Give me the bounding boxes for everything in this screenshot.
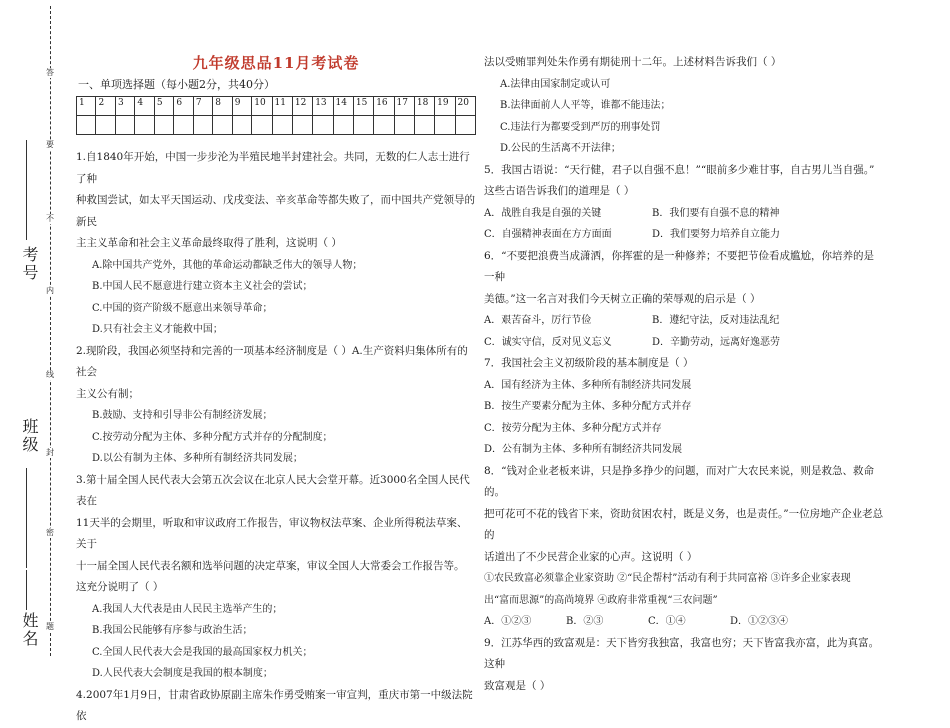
exam-number-line[interactable] (26, 140, 27, 240)
option-row (484, 310, 884, 332)
question-text: 这充分说明了（ ） (76, 581, 164, 593)
option: A．战胜自我是自强的关键 (484, 207, 602, 219)
answer-number-cell: 12 (292, 97, 312, 116)
option: D.公民的生活离不开法律； (500, 143, 621, 154)
question-text: 主主义革命和社会主义革命最终取得了胜利，这说明（ ） (76, 237, 342, 249)
question-text: 出“富而思源”的高尚境界 ④政府非常重视“三农问题” (484, 594, 718, 606)
answer-number-cell: 4 (135, 97, 154, 116)
section-heading: 一、单项选择题（每小题2分，共40分） (78, 78, 275, 91)
question-text: 6．“不要把浪费当成潇洒，你挥霍的是一种修养；不要把节俭看成尴尬，你培养的是一种 (484, 249, 875, 283)
question-text: 5．我国古语说：“天行健，君子以自强不息！”“眼前多少难甘事，自古男儿当自强。” (484, 163, 875, 176)
answer-blank-cell[interactable] (252, 116, 272, 135)
answer-blank-cell[interactable] (272, 116, 292, 135)
question-text: 主义公有制； (76, 387, 139, 400)
answer-number-cell: 16 (374, 97, 394, 116)
answer-number-cell: 3 (115, 97, 134, 116)
class-label: 班级 (20, 418, 39, 454)
binding-char: 要 (39, 140, 61, 150)
answer-blank-cell[interactable] (435, 116, 455, 135)
binding-char: 题 (39, 622, 61, 632)
question-text: 把可花可不花的钱省下来，资助贫困农村，既是义务，也是责任。”一位房地产企业老总的 (484, 507, 884, 541)
question-text: 11天半的会期里，听取和审议政府工作报告，审议物权法草案、企业所得税法草案、关于 (76, 516, 468, 550)
answer-number-cell: 2 (96, 97, 115, 116)
option-row (484, 332, 884, 354)
answer-number-cell: 1 (77, 97, 96, 116)
name-label: 姓名 (20, 612, 39, 648)
answer-blank-cell[interactable] (292, 116, 312, 135)
question-text: 7．我国社会主义初级阶段的基本制度是（ ） (484, 357, 694, 369)
answer-number-cell: 7 (193, 97, 212, 116)
answer-number-cell: 5 (154, 97, 173, 116)
question-text: 十一届全国人民代表名额和选举问题的决定草案，审议全国人大常委会工作报告等。 (76, 559, 465, 572)
binding-char: 不 (39, 214, 61, 224)
answer-number-cell: 15 (353, 97, 373, 116)
option: D．①②③④ (730, 616, 789, 627)
question-text: 种救国尝试，如太平天国运动、戊戌变法、辛亥革命等都失败了，而中国共产党领导的新民 (76, 194, 475, 228)
option: D.只有社会主义才能救中国； (92, 324, 223, 335)
answer-blank-cell[interactable] (313, 116, 333, 135)
option: A.我国人大代表是由人民民主选举产生的； (92, 603, 283, 615)
answer-number-cell: 10 (252, 97, 272, 116)
question-text: 话道出了不少民营企业家的心声。这说明（ ） (484, 550, 698, 563)
option: D．辛勤劳动，远离好逸恶劳 (652, 336, 781, 348)
answer-number-cell: 6 (174, 97, 193, 116)
option: A．国有经济为主体、多种所有制经济共同发展 (484, 379, 692, 391)
option: C．按劳分配为主体、多种分配方式并存 (484, 422, 662, 434)
option: A.除中国共产党外，其他的革命运动都缺乏伟大的领导人物； (92, 259, 363, 271)
option: C．诚实守信，反对见义忘义 (484, 336, 612, 348)
question-text: 3.第十届全国人民代表大会第五次会议在北京人民大会堂开幕。近3000名全国人民代表在 (76, 473, 470, 507)
option: B.鼓励、支持和引导非公有制经济发展； (92, 410, 273, 421)
option-row (484, 611, 884, 633)
option-row (484, 203, 884, 225)
option: C.按劳动分配为主体、多种分配方式并存的分配制度； (92, 431, 333, 443)
answer-number-cell: 11 (272, 97, 292, 116)
answer-number-cell: 8 (213, 97, 232, 116)
answer-blank-cell[interactable] (333, 116, 353, 135)
option: B.中国人民不愿意进行建立资本主义社会的尝试； (92, 281, 313, 292)
option: B.法律面前人人平等，谁都不能违法； (500, 100, 671, 111)
question-text: 美德。”这一名言对我们今天树立正确的荣辱观的启示是（ ） (484, 292, 761, 305)
answer-blank-cell[interactable] (232, 116, 251, 135)
answer-blank-cell[interactable] (135, 116, 154, 135)
exam-number-label: 考号 (20, 246, 39, 282)
option: C．自强精神表面在方方面面 (484, 229, 612, 240)
option: B．②③ (566, 616, 604, 627)
option: D．公有制为主体、多种所有制经济共同发展 (484, 444, 683, 455)
left-column (76, 52, 476, 728)
answer-blank-cell[interactable] (115, 116, 134, 135)
option: D．我们要努力培养自立能力 (652, 229, 781, 240)
option: B．遵纪守法，反对违法乱纪 (652, 315, 780, 326)
answer-number-cell: 17 (394, 97, 414, 116)
option: A．①②③ (484, 616, 532, 627)
answer-blank-cell[interactable] (96, 116, 115, 135)
answer-blank-cell[interactable] (154, 116, 173, 135)
answer-number-cell: 18 (414, 97, 434, 116)
binding-char: 封 (39, 448, 61, 458)
class-line[interactable] (26, 468, 27, 568)
option: B.我国公民能够有序参与政治生活； (92, 625, 253, 636)
name-line[interactable] (26, 570, 27, 610)
question-text: 这些古语告诉我们的道理是（ ） (484, 185, 635, 197)
question-text: 1.自1840年开始，中国一步步沦为半殖民地半封建社会。共同，无数的仁人志士进行了种 (76, 151, 470, 185)
question-text: ①农民致富必须靠企业家资助 ②“民企帮村”活动有利于共同富裕 ③许多企业家表现 (484, 573, 851, 584)
question-text: 4.2007年1月9日，甘肃省政协原副主席朱作勇受贿案一审宣判，重庆市第一中级法院依 (76, 688, 473, 722)
binding-char: 线 (39, 370, 61, 380)
answer-blank-cell[interactable] (174, 116, 193, 135)
answer-number-cell: 9 (232, 97, 251, 116)
answer-blank-cell[interactable] (455, 116, 476, 135)
option: B．按生产要素分配为主体、多种分配方式并存 (484, 401, 692, 412)
answer-number-cell: 20 (455, 97, 476, 116)
option-row (484, 224, 884, 246)
option: A.法律由国家制定或认可 (500, 78, 611, 90)
option: D.以公有制为主体、多种所有制经济共同发展； (92, 453, 303, 464)
binding-char: 答 (39, 68, 61, 78)
answer-blank-cell[interactable] (213, 116, 232, 135)
question-text: 2.现阶段，我国必须坚持和完善的一项基本经济制度是（ ）A.生产资料归集体所有的社会 (76, 344, 468, 378)
option: C.中国的资产阶级不愿意出来领导革命； (92, 302, 273, 314)
question-text: 9．江苏华西的致富观是：天下皆穷我独富，我富也穷；天下皆富我亦富，此为真富。这种 (484, 636, 880, 670)
answer-number-cell: 14 (333, 97, 353, 116)
question-text: 8．“钱对企业老板来讲，只是挣多挣少的问题，而对广大农民来说，则是救急、救命的。 (484, 464, 875, 498)
answer-blank-cell[interactable] (374, 116, 394, 135)
answer-blank-cell[interactable] (193, 116, 212, 135)
option: C.全国人民代表大会是我国的最高国家权力机关； (92, 646, 313, 658)
question-text: 致富观是（ ） (484, 679, 551, 692)
answer-blank-cell[interactable] (353, 116, 373, 135)
binding-dashed-line (50, 6, 51, 656)
question-text: 法以受贿罪判处朱作勇有期徒刑十二年。上述材料告诉我们（ ） (484, 56, 782, 68)
answer-blank-cell[interactable] (77, 116, 96, 135)
option: C.违法行为都要受到严厉的刑事处罚 (500, 121, 661, 133)
option: B．我们要有自强不息的精神 (652, 207, 780, 219)
binding-char: 内 (39, 286, 61, 296)
option: C．①④ (648, 616, 686, 627)
answer-blank-cell[interactable] (414, 116, 434, 135)
answer-number-cell: 19 (435, 97, 455, 116)
answer-table (76, 96, 476, 135)
answer-number-cell: 13 (313, 97, 333, 116)
exam-title: 九年级思品11月考试卷 (192, 54, 360, 72)
option: A．艰苦奋斗，厉行节俭 (484, 315, 592, 326)
right-column (484, 52, 884, 697)
binding-char: 密 (39, 528, 61, 538)
answer-blank-cell[interactable] (394, 116, 414, 135)
option: D.人民代表大会制度是我国的根本制度； (92, 668, 273, 679)
